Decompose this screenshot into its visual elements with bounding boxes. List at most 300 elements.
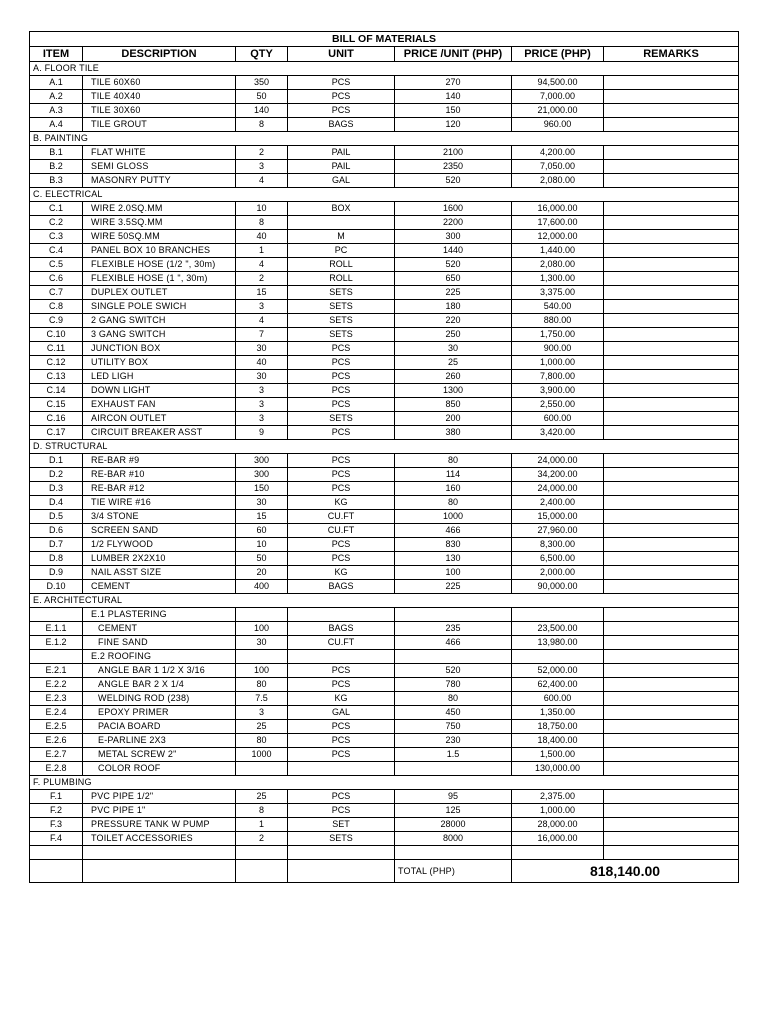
item-description: EXHAUST FAN	[83, 398, 236, 412]
item-qty: 20	[236, 566, 288, 580]
item-price: 1,300.00	[512, 272, 604, 286]
section-row	[30, 132, 739, 146]
item-unit: SETS	[288, 832, 395, 846]
item-unit-price: 300	[395, 230, 512, 244]
item-code: B.2	[30, 160, 83, 174]
table-row	[30, 146, 739, 160]
item-price: 2,375.00	[512, 790, 604, 804]
item-qty: 3	[236, 384, 288, 398]
blank-cell	[236, 860, 288, 883]
item-unit: M	[288, 230, 395, 244]
header-unit: UNIT	[288, 47, 395, 62]
item-unit: CU.FT	[288, 524, 395, 538]
item-description: 1/2 FLYWOOD	[83, 538, 236, 552]
total-row	[30, 860, 739, 883]
item-description: RE-BAR #9	[83, 454, 236, 468]
item-code: C.10	[30, 328, 83, 342]
item-unit-price: 466	[395, 636, 512, 650]
item-description: WIRE 3.5SQ.MM	[83, 216, 236, 230]
item-price: 600.00	[512, 692, 604, 706]
item-description: RE-BAR #10	[83, 468, 236, 482]
item-unit-price: 28000	[395, 818, 512, 832]
item-code	[30, 608, 83, 622]
blank-cell	[30, 860, 83, 883]
item-code: C.15	[30, 398, 83, 412]
item-unit: PAIL	[288, 160, 395, 174]
header-description: DESCRIPTION	[83, 47, 236, 62]
item-remarks	[604, 314, 739, 328]
item-unit: BAGS	[288, 118, 395, 132]
item-code: D.6	[30, 524, 83, 538]
item-qty: 3	[236, 398, 288, 412]
item-price: 2,080.00	[512, 174, 604, 188]
item-qty: 60	[236, 524, 288, 538]
item-unit: PCS	[288, 90, 395, 104]
item-description: DOWN LIGHT	[83, 384, 236, 398]
item-code: D.9	[30, 566, 83, 580]
item-description: TOILET ACCESSORIES	[83, 832, 236, 846]
item-qty: 50	[236, 90, 288, 104]
item-remarks	[604, 818, 739, 832]
table-row	[30, 118, 739, 132]
item-code: E.2.2	[30, 678, 83, 692]
item-qty: 80	[236, 734, 288, 748]
table-row	[30, 678, 739, 692]
item-unit	[288, 608, 395, 622]
item-unit: PCS	[288, 398, 395, 412]
item-qty: 8	[236, 118, 288, 132]
item-unit: PC	[288, 244, 395, 258]
item-price: 28,000.00	[512, 818, 604, 832]
item-unit-price: 150	[395, 104, 512, 118]
item-remarks	[604, 104, 739, 118]
header-price: PRICE (PHP)	[512, 47, 604, 62]
item-price: 3,420.00	[512, 426, 604, 440]
item-unit: ROLL	[288, 272, 395, 286]
item-qty: 100	[236, 664, 288, 678]
item-code: D.8	[30, 552, 83, 566]
item-price: 24,000.00	[512, 482, 604, 496]
item-price: 18,400.00	[512, 734, 604, 748]
table-row	[30, 496, 739, 510]
item-qty: 150	[236, 482, 288, 496]
item-remarks	[604, 804, 739, 818]
table-row	[30, 468, 739, 482]
item-description: METAL SCREW 2"	[83, 748, 236, 762]
section-title: D. STRUCTURAL	[30, 440, 739, 454]
table-row	[30, 622, 739, 636]
item-code: E.1.2	[30, 636, 83, 650]
item-code: E.2.1	[30, 664, 83, 678]
item-unit-price: 220	[395, 314, 512, 328]
table-row	[30, 384, 739, 398]
item-price: 94,500.00	[512, 76, 604, 90]
blank-cell	[512, 846, 604, 860]
item-price: 8,300.00	[512, 538, 604, 552]
item-remarks	[604, 650, 739, 664]
item-remarks	[604, 538, 739, 552]
item-description: WIRE 50SQ.MM	[83, 230, 236, 244]
item-description: PACIA BOARD	[83, 720, 236, 734]
item-code: A.2	[30, 90, 83, 104]
item-remarks	[604, 510, 739, 524]
item-price: 23,500.00	[512, 622, 604, 636]
item-unit-price: 125	[395, 804, 512, 818]
item-description: DUPLEX OUTLET	[83, 286, 236, 300]
table-row	[30, 258, 739, 272]
item-price: 7,050.00	[512, 160, 604, 174]
item-description: TIE WIRE #16	[83, 496, 236, 510]
item-unit-price: 225	[395, 286, 512, 300]
item-price: 62,400.00	[512, 678, 604, 692]
item-unit: PCS	[288, 356, 395, 370]
item-remarks	[604, 664, 739, 678]
item-remarks	[604, 286, 739, 300]
item-description: AIRCON OUTLET	[83, 412, 236, 426]
item-remarks	[604, 636, 739, 650]
item-remarks	[604, 706, 739, 720]
item-remarks	[604, 118, 739, 132]
table-row	[30, 342, 739, 356]
item-unit: PCS	[288, 552, 395, 566]
item-unit: PCS	[288, 454, 395, 468]
blank-cell	[395, 846, 512, 860]
item-unit-price: 450	[395, 706, 512, 720]
item-qty: 40	[236, 356, 288, 370]
item-code: D.1	[30, 454, 83, 468]
item-remarks	[604, 832, 739, 846]
table-row	[30, 720, 739, 734]
item-qty: 30	[236, 496, 288, 510]
item-description: CEMENT	[83, 580, 236, 594]
item-unit-price: 2200	[395, 216, 512, 230]
item-code: E.2.3	[30, 692, 83, 706]
item-unit-price: 80	[395, 454, 512, 468]
item-description: FLEXIBLE HOSE (1 ", 30m)	[83, 272, 236, 286]
item-qty: 2	[236, 272, 288, 286]
item-description: SINGLE POLE SWICH	[83, 300, 236, 314]
item-qty: 3	[236, 412, 288, 426]
table-row	[30, 804, 739, 818]
item-unit-price: 830	[395, 538, 512, 552]
table-row	[30, 286, 739, 300]
item-description: MASONRY PUTTY	[83, 174, 236, 188]
item-unit: GAL	[288, 174, 395, 188]
item-qty: 30	[236, 370, 288, 384]
item-description: TILE 30X60	[83, 104, 236, 118]
item-qty: 400	[236, 580, 288, 594]
item-description: ANGLE BAR 2 X 1/4	[83, 678, 236, 692]
item-unit-price: 520	[395, 258, 512, 272]
item-unit: PCS	[288, 734, 395, 748]
item-description: WIRE 2.0SQ.MM	[83, 202, 236, 216]
table-row	[30, 76, 739, 90]
item-description: ANGLE BAR 1 1/2 X 3/16	[83, 664, 236, 678]
item-description: UTILITY BOX	[83, 356, 236, 370]
item-qty: 80	[236, 678, 288, 692]
section-title: F. PLUMBING	[30, 776, 739, 790]
item-price: 130,000.00	[512, 762, 604, 776]
item-code: D.4	[30, 496, 83, 510]
item-price: 1,000.00	[512, 804, 604, 818]
item-unit-price: 80	[395, 496, 512, 510]
item-description: EPOXY PRIMER	[83, 706, 236, 720]
item-unit-price	[395, 762, 512, 776]
item-qty: 3	[236, 706, 288, 720]
item-unit: SETS	[288, 314, 395, 328]
item-qty: 2	[236, 146, 288, 160]
item-price: 3,375.00	[512, 286, 604, 300]
item-remarks	[604, 76, 739, 90]
item-unit: BAGS	[288, 580, 395, 594]
item-description: JUNCTION BOX	[83, 342, 236, 356]
item-qty: 4	[236, 314, 288, 328]
item-code: F.2	[30, 804, 83, 818]
item-code: C.2	[30, 216, 83, 230]
item-remarks	[604, 244, 739, 258]
item-remarks	[604, 216, 739, 230]
item-description: FLAT WHITE	[83, 146, 236, 160]
item-price: 1,500.00	[512, 748, 604, 762]
item-unit: CU.FT	[288, 510, 395, 524]
item-remarks	[604, 552, 739, 566]
item-code: E.2.5	[30, 720, 83, 734]
item-unit: PCS	[288, 720, 395, 734]
item-unit: SET	[288, 818, 395, 832]
item-price: 6,500.00	[512, 552, 604, 566]
table-row	[30, 398, 739, 412]
item-code: F.3	[30, 818, 83, 832]
section-row	[30, 62, 739, 76]
item-remarks	[604, 566, 739, 580]
item-unit	[288, 762, 395, 776]
item-qty: 300	[236, 454, 288, 468]
item-code: E.2.7	[30, 748, 83, 762]
item-unit: PCS	[288, 370, 395, 384]
item-code: C.4	[30, 244, 83, 258]
item-unit-price: 2100	[395, 146, 512, 160]
section-title: A. FLOOR TILE	[30, 62, 739, 76]
item-code: C.3	[30, 230, 83, 244]
item-remarks	[604, 328, 739, 342]
item-price: 960.00	[512, 118, 604, 132]
item-description: FINE SAND	[83, 636, 236, 650]
table-row	[30, 482, 739, 496]
item-qty	[236, 608, 288, 622]
item-unit-price: 180	[395, 300, 512, 314]
item-price: 1,000.00	[512, 356, 604, 370]
item-code: C.11	[30, 342, 83, 356]
item-unit: PAIL	[288, 146, 395, 160]
item-code	[30, 650, 83, 664]
table-row	[30, 524, 739, 538]
item-unit-price: 25	[395, 356, 512, 370]
item-unit	[288, 650, 395, 664]
item-code: E.2.4	[30, 706, 83, 720]
item-qty: 2	[236, 832, 288, 846]
item-qty: 3	[236, 160, 288, 174]
item-unit-price: 80	[395, 692, 512, 706]
item-price: 12,000.00	[512, 230, 604, 244]
item-price: 16,000.00	[512, 202, 604, 216]
table-row	[30, 762, 739, 776]
table-row	[30, 566, 739, 580]
item-unit: SETS	[288, 328, 395, 342]
item-code: E.2.6	[30, 734, 83, 748]
item-remarks	[604, 426, 739, 440]
item-qty: 4	[236, 174, 288, 188]
blank-cell	[83, 846, 236, 860]
section-row	[30, 440, 739, 454]
item-qty	[236, 650, 288, 664]
item-description: PVC PIPE 1/2"	[83, 790, 236, 804]
item-unit-price: 380	[395, 426, 512, 440]
table-body	[30, 32, 739, 883]
item-price: 34,200.00	[512, 468, 604, 482]
item-description: 2 GANG SWITCH	[83, 314, 236, 328]
item-qty: 100	[236, 622, 288, 636]
item-price: 4,200.00	[512, 146, 604, 160]
section-title: E. ARCHITECTURAL	[30, 594, 739, 608]
item-code: C.14	[30, 384, 83, 398]
item-code: E.2.8	[30, 762, 83, 776]
item-price: 1,350.00	[512, 706, 604, 720]
item-unit-price: 200	[395, 412, 512, 426]
item-unit: BAGS	[288, 622, 395, 636]
item-price: 1,440.00	[512, 244, 604, 258]
item-remarks	[604, 720, 739, 734]
item-remarks	[604, 398, 739, 412]
item-description: FLEXIBLE HOSE (1/2 ", 30m)	[83, 258, 236, 272]
item-unit: SETS	[288, 412, 395, 426]
item-unit-price: 230	[395, 734, 512, 748]
item-qty: 15	[236, 510, 288, 524]
item-price: 2,080.00	[512, 258, 604, 272]
table-row	[30, 370, 739, 384]
total-label: TOTAL (PHP)	[395, 860, 512, 883]
item-description: COLOR ROOF	[83, 762, 236, 776]
item-qty: 7.5	[236, 692, 288, 706]
item-price	[512, 650, 604, 664]
header-item: ITEM	[30, 47, 83, 62]
item-code: B.1	[30, 146, 83, 160]
title-row	[30, 32, 739, 47]
blank-cell	[288, 860, 395, 883]
section-row	[30, 188, 739, 202]
item-price: 90,000.00	[512, 580, 604, 594]
section-row	[30, 594, 739, 608]
item-price: 540.00	[512, 300, 604, 314]
table-row	[30, 664, 739, 678]
item-remarks	[604, 580, 739, 594]
item-price: 16,000.00	[512, 832, 604, 846]
item-code: D.3	[30, 482, 83, 496]
item-code: B.3	[30, 174, 83, 188]
item-unit: PCS	[288, 342, 395, 356]
item-description: PRESSURE TANK W PUMP	[83, 818, 236, 832]
item-remarks	[604, 482, 739, 496]
item-unit-price: 466	[395, 524, 512, 538]
bill-of-materials-table	[29, 31, 739, 883]
table-row	[30, 104, 739, 118]
item-unit: ROLL	[288, 258, 395, 272]
item-unit-price	[395, 650, 512, 664]
item-unit-price: 1.5	[395, 748, 512, 762]
item-unit-price: 2350	[395, 160, 512, 174]
table-row	[30, 818, 739, 832]
table-row	[30, 356, 739, 370]
header-remarks: REMARKS	[604, 47, 739, 62]
table-row	[30, 328, 739, 342]
item-unit: PCS	[288, 538, 395, 552]
item-remarks	[604, 454, 739, 468]
item-qty: 25	[236, 720, 288, 734]
item-unit: SETS	[288, 286, 395, 300]
table-row	[30, 538, 739, 552]
blank-cell	[83, 860, 236, 883]
item-qty: 50	[236, 552, 288, 566]
item-code: C.7	[30, 286, 83, 300]
item-price: 880.00	[512, 314, 604, 328]
item-remarks	[604, 790, 739, 804]
bill-of-materials-sheet	[29, 31, 738, 883]
item-unit: PCS	[288, 384, 395, 398]
table-row	[30, 216, 739, 230]
table-row	[30, 160, 739, 174]
item-price: 2,000.00	[512, 566, 604, 580]
item-description: 3 GANG SWITCH	[83, 328, 236, 342]
item-remarks	[604, 524, 739, 538]
item-code: A.3	[30, 104, 83, 118]
item-qty: 7	[236, 328, 288, 342]
item-price: 21,000.00	[512, 104, 604, 118]
item-qty: 10	[236, 202, 288, 216]
item-code: E.1.1	[30, 622, 83, 636]
item-remarks	[604, 90, 739, 104]
item-price: 2,400.00	[512, 496, 604, 510]
item-unit-price: 140	[395, 90, 512, 104]
item-price: 1,750.00	[512, 328, 604, 342]
item-price: 17,600.00	[512, 216, 604, 230]
item-price: 3,900.00	[512, 384, 604, 398]
item-unit: PCS	[288, 468, 395, 482]
blank-cell	[30, 846, 83, 860]
item-description: E-PARLINE 2X3	[83, 734, 236, 748]
item-unit-price: 260	[395, 370, 512, 384]
table-row	[30, 748, 739, 762]
header-price-unit: PRICE /UNIT (PHP)	[395, 47, 512, 62]
item-description: PANEL BOX 10 BRANCHES	[83, 244, 236, 258]
table-row	[30, 692, 739, 706]
item-qty: 3	[236, 300, 288, 314]
item-unit-price: 270	[395, 76, 512, 90]
item-code: D.2	[30, 468, 83, 482]
item-qty: 140	[236, 104, 288, 118]
table-row	[30, 300, 739, 314]
item-unit: PCS	[288, 790, 395, 804]
item-description: NAIL ASST SIZE	[83, 566, 236, 580]
header-qty: QTY	[236, 47, 288, 62]
item-remarks	[604, 342, 739, 356]
item-qty: 350	[236, 76, 288, 90]
item-code: D.10	[30, 580, 83, 594]
item-code: C.17	[30, 426, 83, 440]
item-remarks	[604, 300, 739, 314]
item-remarks	[604, 748, 739, 762]
item-unit-price: 520	[395, 664, 512, 678]
item-remarks	[604, 370, 739, 384]
item-code: C.16	[30, 412, 83, 426]
